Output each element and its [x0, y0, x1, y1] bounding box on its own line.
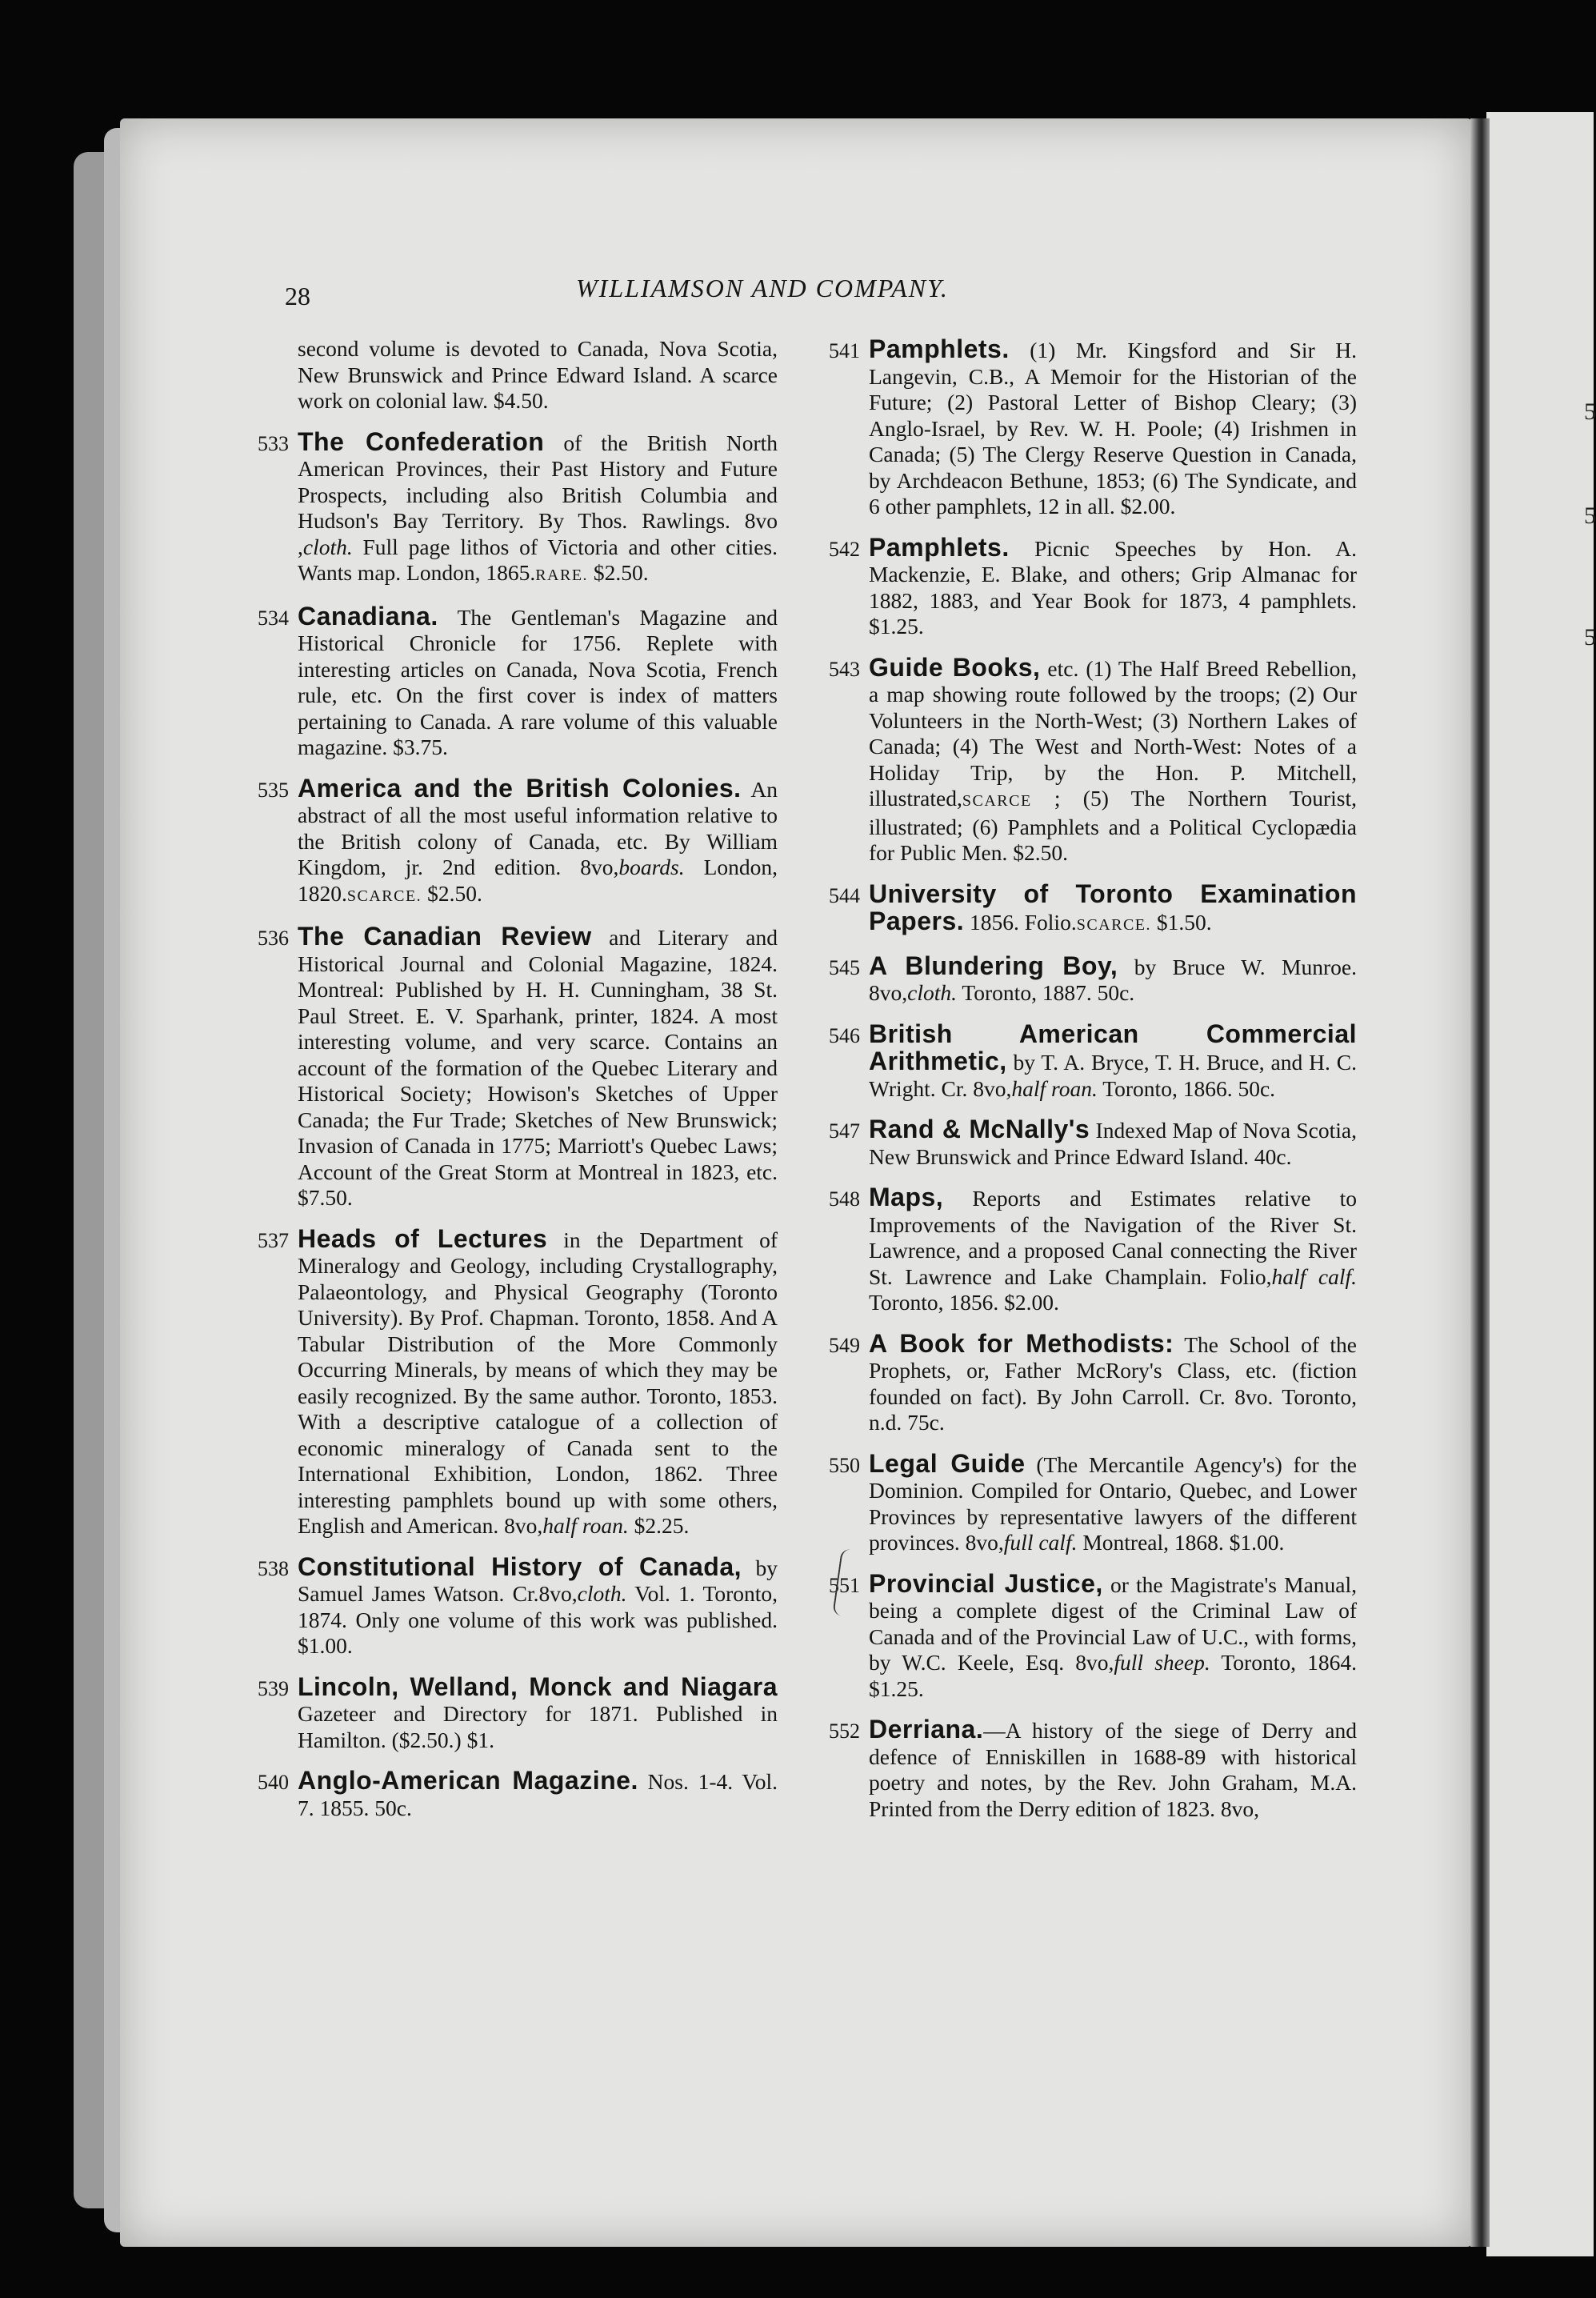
- catalogue-entry: [258, 1671, 778, 1754]
- entry-number: 545: [829, 955, 860, 979]
- entry-description: by Samuel James Watson. Cr.8vo,: [298, 1555, 778, 1606]
- entry-heading: Legal Guide: [869, 1448, 1026, 1478]
- catalogue-entry: [829, 879, 1357, 939]
- entry-binding: boards.: [618, 855, 685, 879]
- entry-text: [869, 652, 1358, 867]
- entry-text: [298, 603, 778, 761]
- facing-page-mark: 5: [1584, 624, 1596, 651]
- entry-description: by T. A. Bryce, T. H. Bruce, and H. C. Wright. Cr. 8vo,: [869, 1050, 1357, 1101]
- entry-number: 546: [829, 1023, 860, 1047]
- book-gutter: [1470, 118, 1490, 2247]
- entry-price: $2.50.: [427, 880, 482, 906]
- entry-price: $2.50.: [593, 560, 649, 585]
- entry-heading: University of Toronto Examination Papers.: [869, 879, 1357, 935]
- entry-description: Reports and Estimates relative to Improvements of the Navigation of the River St. Lawrence, and a proposed Canal connecting the River St. Lawrence and Lake Champlain. Folio,: [869, 1186, 1357, 1289]
- entry-text: [869, 336, 1357, 520]
- entry-description: etc. (1) The Half Breed Rebellion, a map showing route followed by the troops; (2) Our Volunteers in the North-West; (3) Northern Lakes of Canada; (4) The West and North-West: Notes of a Holiday Trip, by the Hon. P. Mitchell, illustrated,: [869, 655, 1358, 811]
- facing-page-mark: 5: [1584, 398, 1596, 425]
- entry-description: —A history of the siege of Derry and defence of Enniskillen in 1688-89 with historical poetry and notes, by the Rev. John Graham, M.A. Printed from the Derry edition of 1823. 8vo,: [869, 1718, 1357, 1821]
- entry-heading: Lincoln, Welland, Monck and Niagara: [298, 1671, 778, 1701]
- entry-details: Toronto, 1856. $2.00.: [869, 1290, 1059, 1315]
- facing-page-mark: 5: [1584, 502, 1596, 529]
- entry-binding: full sheep.: [1114, 1650, 1210, 1675]
- entry-heading: Constitutional History of Canada,: [298, 1551, 742, 1581]
- running-head: WILLIAMSON AND COMPANY.: [576, 274, 949, 302]
- entry-details: Toronto, 1887. 50c.: [962, 980, 1135, 1005]
- entry-description: (The Mercantile Agency's) for the Dominion. Compiled for Ontario, Quebec, and Lower Provinces by representative lawyers of the different provinces. 8vo,: [869, 1451, 1358, 1555]
- entry-description: The Gentleman's Magazine and Historical Chronicle for 1756. Replete with interesting articles on Canada, Nova Scotia, French rule, etc. On the first cover is index of matters pertaining to Canada. A rare volume of this valuable magazine. $3.75.: [298, 604, 778, 759]
- left-entry-list: [258, 426, 778, 1822]
- entry-heading: Maps,: [869, 1183, 944, 1211]
- entry-text: [298, 775, 778, 910]
- catalogue-entry: [258, 773, 778, 910]
- entry-binding: cloth.: [302, 534, 353, 559]
- entry-rarity: RARE.: [535, 566, 589, 584]
- catalogue-entry: [258, 601, 778, 761]
- entry-description: Indexed Map of Nova Scotia, New Brunswick and Prince Edward Island. 40c.: [869, 1118, 1358, 1169]
- catalogue-entry: [258, 1223, 778, 1539]
- entry-details: London, 1820.: [298, 855, 778, 906]
- entry-text: [869, 1716, 1357, 1822]
- entry-binding: half roan.: [542, 1513, 629, 1538]
- entry-number: 535: [258, 778, 289, 802]
- entry-text: [869, 1328, 1358, 1436]
- entry-number: 548: [829, 1187, 860, 1211]
- entry-number: 550: [829, 1453, 860, 1477]
- entry-description: Nos. 1-4. Vol. 7. 1855. 50c.: [298, 1769, 778, 1820]
- right-entry-list: [829, 334, 1358, 1822]
- catalogue-entry: [829, 532, 1357, 640]
- entry-description: Gazeteer and Directory for 1871. Published in Hamilton. ($2.50.) $1.: [298, 1701, 778, 1752]
- entry-description: (1) Mr. Kingsford and Sir H. Langevin, C.B., A Memoir for the Historian of the Future; (2) Pastoral Letter of Bishop Cleary; (3) Anglo-Israel, by Rev. W. H. Poole; (4) Irishmen in Canada; (5) The Clergy Reserve Question in Canada, by Archdeacon Bethune, 1853; (6) The Syndicate, and 6 other pamphlets, 12 in all. $2.00.: [869, 338, 1357, 518]
- entry-number: 534: [258, 606, 289, 630]
- entry-details: Vol. 1. Toronto, 1874. Only one volume of this work was published. $1.00.: [298, 1581, 778, 1658]
- entry-heading: Rand & McNally's: [869, 1115, 1090, 1143]
- catalogue-entry: [829, 951, 1358, 1007]
- catalogue-entry: [829, 652, 1358, 867]
- facing-page-strip: [1486, 112, 1594, 2256]
- entry-details: Toronto, 1866. 50c.: [1102, 1075, 1276, 1101]
- entry-description: and Literary and Historical Journal and Colonial Magazine, 1824. Montreal: Published by H. H. Cunningham, 38 St. Paul Street. E. V. Sparhank, printer, 1824. A most interesting volume, and very scarce. Contains an account of the formation of the Quebec Literary and Historical Society; Howison's Sketches of Upper Canada; the Fur Trade; Sketches of New Brunswick; Invasion of Canada in 1775; Marriott's Quebec Laws; Account of the Great Storm at Montreal in 1823, etc. $7.50.: [298, 925, 778, 1210]
- entry-binding: half calf.: [1271, 1263, 1357, 1289]
- entry-details: Full page lithos of Victoria and other cities. Wants map. London, 1865.: [298, 534, 778, 585]
- entry-text: [869, 1448, 1358, 1556]
- entry-number: 547: [829, 1119, 860, 1143]
- catalogue-entry: [829, 1568, 1358, 1703]
- entry-number: 538: [258, 1556, 289, 1580]
- page-number: 28: [285, 282, 310, 310]
- entry-text: [869, 1568, 1358, 1703]
- entry-binding: cloth.: [577, 1581, 627, 1606]
- entry-number: 540: [258, 1771, 289, 1794]
- entry-number: 536: [258, 927, 289, 950]
- entry-text: [869, 1116, 1357, 1170]
- entry-number: 544: [829, 883, 860, 907]
- entry-heading: Guide Books,: [869, 652, 1041, 682]
- catalogue-entry: [258, 1551, 778, 1659]
- entry-description: by Bruce W. Munroe. 8vo,: [869, 954, 1358, 1005]
- entry-number: 549: [829, 1333, 860, 1357]
- entry-binding: full calf.: [1003, 1530, 1078, 1555]
- entry-price: $1.50.: [1156, 910, 1212, 935]
- entry-details: $2.25.: [634, 1513, 690, 1538]
- entry-text: [298, 1768, 778, 1821]
- entry-number: 539: [258, 1676, 289, 1700]
- entry-number: 537: [258, 1228, 289, 1252]
- entry-details: Toronto, 1864. $1.25.: [869, 1650, 1357, 1701]
- entry-heading: British American Commercial Arithmetic,: [869, 1019, 1357, 1075]
- entry-text: [298, 923, 778, 1211]
- catalogue-entry: [829, 334, 1357, 520]
- entry-description: in the Department of Mineralogy and Geology, including Crystallography, Palaeontology, and Physical Geography (Toronto University). By Prof. Chapman. Toronto, 1858. And A Tabular Distribution of the More Commonly Occurring Minerals, by means of which they may be easily recognized. By the same author. Toronto, 1853. With a descriptive catalogue of a collection of economic mineralogy of Canada sent to the International Exhibition, London, 1862. Three interesting pamphlets bound up with some others, English and American. 8vo,: [298, 1227, 778, 1538]
- catalogue-entry: [829, 1328, 1358, 1436]
- entry-description: or the Magistrate's Manual, being a complete digest of the Criminal Law of Canada and of the Provincial Law of U.C., with forms, by W.C. Keele, Esq. 8vo,: [869, 1571, 1358, 1675]
- entry-number: 542: [829, 537, 860, 561]
- entry-heading: America and the British Colonies.: [298, 773, 742, 803]
- entry-number: 533: [258, 431, 289, 455]
- catalogue-entry: [258, 922, 778, 1211]
- entry-heading: Heads of Lectures: [298, 1223, 548, 1253]
- entry-heading: Provincial Justice,: [869, 1568, 1103, 1598]
- entry-details: Montreal, 1868. $1.00.: [1082, 1530, 1285, 1555]
- entry-description: Picnic Speeches by Hon. A. Mackenzie, E. Blake, and others; Grip Almanac for 1882, 1883, and Year Book for 1873, 4 pamphlets. $1.25.: [869, 535, 1357, 639]
- entry-price: ; (5) The Northern Tourist, illustrated; (6) Pamphlets and a Political Cyclopædia for Public Men. $2.50.: [869, 786, 1358, 865]
- entry-text: [298, 1551, 778, 1659]
- entry-text: [298, 426, 778, 589]
- right-column: [829, 334, 1358, 1836]
- entry-number: 551: [829, 1573, 860, 1597]
- entry-rarity: SCARCE.: [1076, 916, 1152, 934]
- entry-description: 1856. Folio.: [964, 910, 1077, 935]
- entry-heading: The Confederation: [298, 426, 545, 456]
- entry-binding: half roan.: [1011, 1075, 1098, 1101]
- entry-heading: Canadiana.: [298, 601, 438, 631]
- entry-text: [869, 881, 1357, 939]
- catalogue-entry: [829, 1183, 1357, 1316]
- entry-heading: The Canadian Review: [298, 922, 592, 951]
- entry-rarity: SCARCE.: [346, 887, 422, 905]
- catalogue-entry: [258, 426, 778, 589]
- catalogue-entry: [829, 1715, 1357, 1822]
- catalogue-entry: [829, 1448, 1358, 1556]
- entry-number: 541: [829, 339, 860, 362]
- entry-text: [869, 1021, 1357, 1103]
- entry-rarity: SCARCE: [962, 792, 1032, 810]
- entry-heading: Pamphlets.: [869, 532, 1010, 562]
- catalogue-entry: [829, 1019, 1357, 1103]
- entry-text: [869, 953, 1357, 1007]
- entry-text: [298, 1671, 778, 1754]
- entry-text: [298, 1223, 778, 1539]
- continuation-text: second volume is devoted to Canada, Nova Scotia, New Brunswick and Prince Edward Island. A scarce work on colonial law. $4.50.: [298, 336, 778, 413]
- entry-description: of the British North American Provinces, their Past History and Future Prospects, including also British Columbia and Hudson's Bay Territory. By Thos. Rawlings. 8vo ,: [298, 430, 778, 559]
- entry-text: [869, 534, 1357, 640]
- entry-text: [869, 1184, 1357, 1316]
- entry-heading: Anglo-American Magazine.: [298, 1766, 638, 1795]
- left-column: [258, 336, 778, 1836]
- entry-description: The School of the Prophets, or, Father McRory's Class, etc. (fiction founded on fact). By John Carroll. Cr. 8vo. Toronto, n.d. 75c.: [869, 1331, 1358, 1435]
- catalogue-entry: [258, 1766, 778, 1821]
- entry-heading: Pamphlets.: [869, 334, 1010, 363]
- entry-heading: A Blundering Boy,: [869, 951, 1118, 980]
- entry-description: An abstract of all the most useful information relative to the British colony of Canada, etc. By William Kingdom, jr. 2nd edition. 8vo,: [298, 776, 778, 879]
- entry-heading: A Book for Methodists:: [869, 1328, 1174, 1358]
- entry-binding: cloth.: [907, 980, 957, 1005]
- catalogue-entry: [829, 1115, 1358, 1170]
- entry-heading: Derriana.: [869, 1715, 984, 1744]
- entry-number: 552: [829, 1719, 860, 1743]
- entry-number: 543: [829, 657, 860, 681]
